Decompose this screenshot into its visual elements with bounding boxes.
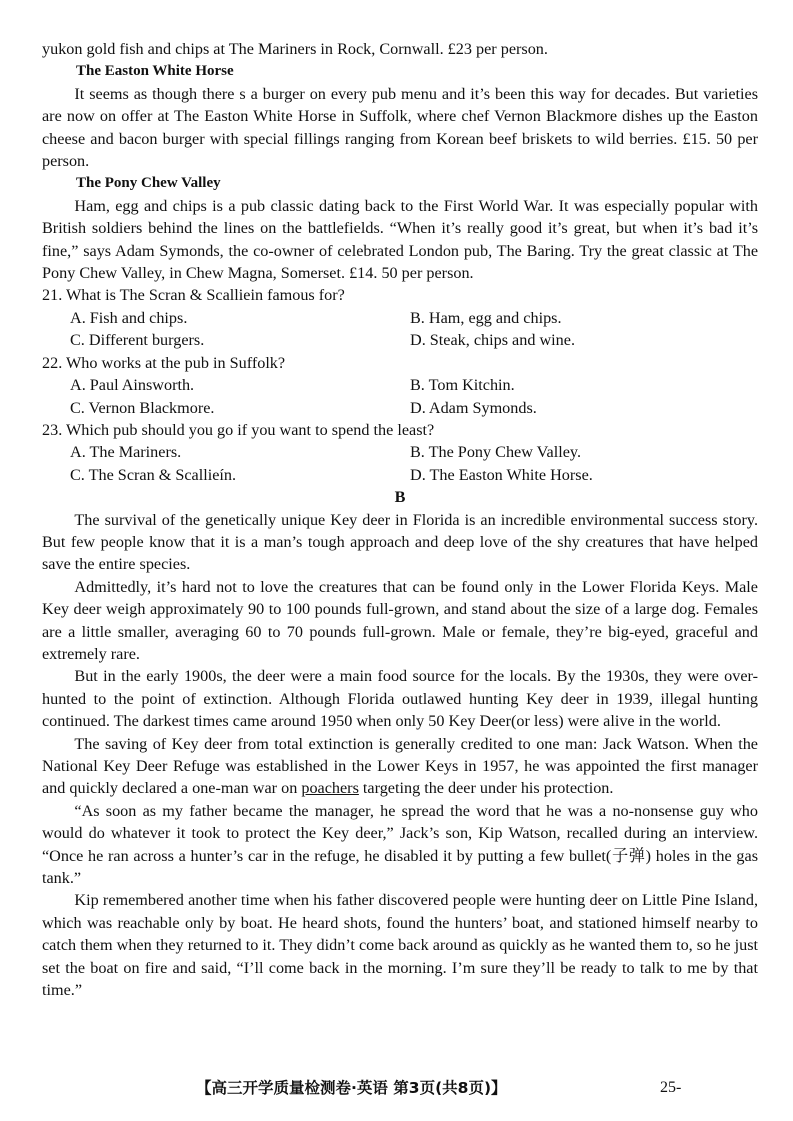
question-21	[42, 284, 758, 351]
p4-text-before: The saving of Key deer from total extinction is generally credited to one man: Jack Watson. When the National Key Deer Refuge was established in the Lower Keys in 1957, he was appointed the first manager and quickly declared a one-man war on	[42, 734, 758, 798]
option-a: A. Fish and chips.	[70, 308, 188, 327]
easton-paragraph: It seems as though there s a burger on every pub menu and it’s been this way for decades. But varieties are now on offer at The Easton White Horse in Suffolk, where chef Vernon Blackmore dishes up the Easton cheese and bacon burger with special fillings ranging from Korean beef briskets to wild berries. £15. 50 per person.	[42, 84, 758, 171]
option-d: D. Adam Symonds.	[410, 398, 537, 417]
pony-paragraph: Ham, egg and chips is a pub classic dating back to the First World War. It was especially popular with British soldiers behind the lines on the battlefields. “When it’s really good it’s great, but when it’s bad it’s fine,” says Adam Symonds, the co-owner of celebrated London pub, The Baring. Try the great classic at The Pony Chew Valley, in Chew Magna, Somerset. £14. 50 per person.	[42, 196, 758, 283]
question-22	[42, 352, 758, 419]
passage-a-intro-line: yukon gold fish and chips at The Mariners in Rock, Cornwall. £23 per person.	[42, 40, 548, 58]
question-options	[42, 307, 758, 352]
passage-b-paragraph-3: But in the early 1900s, the deer were a main food source for the locals. By the 1930s, they were over-hunted to the point of extinction. Although Florida outlawed hunting Key deer in 1939, illegal hunting continued. The darkest times came around 1950 when only 50 Key Deer(or less) were alive in the world.	[42, 667, 758, 731]
page-footer	[0, 1077, 793, 1101]
pony-heading: The Pony Chew Valley	[76, 175, 221, 192]
passage-b-paragraph-6: Kip remembered another time when his father discovered people were hunting deer on Little Pine Island, which was reachable only by boat. He heard shots, found the hunters’ boat, and stationed himself nearby to catch them when they returned to it. They didn’t come back around as quickly as he wanted them to, so he just set the boat on fire and said, “I’ll come back in the morning. I’m sure they’ll be ready to talk to me by that time.”	[42, 891, 758, 1000]
passage-b-paragraph-5: “As soon as my father became the manager, he spread the word that he was a no-nonsense guy who would do whatever it took to protect the Key deer,” Jack’s son, Kip Watson, recalled during an interview. “Once he ran across a hunter’s car in the refuge, he disabled it by putting a few bullet(子弹) holes in the gas tank.”	[42, 801, 758, 888]
content-area	[42, 38, 758, 1001]
question-options	[42, 374, 758, 419]
option-d: D. The Easton White Horse.	[410, 465, 593, 484]
passage-b-paragraph-2: Admittedly, it’s hard not to love the creatures that can be found only in the Lower Florida Keys. Male Key deer weigh approximately 90 to 100 pounds full-grown, and stand about the size of a large dog. Females are a little smaller, averaging 60 to 70 pounds full-grown. Male or female, they’re big-eyed, graceful and extremely rare.	[42, 577, 758, 663]
question-stem: 22. Who works at the pub in Suffolk?	[42, 353, 286, 372]
option-b: B. Tom Kitchin.	[410, 376, 515, 395]
question-23	[42, 419, 758, 486]
passage-b-paragraph-1: The survival of the genetically unique Key deer in Florida is an incredible environmental success story. But few people know that it is a man’s tough approach and deep love of the shy creatures that have helped save the entire species.	[42, 510, 758, 574]
option-c: C. The Scran & Scallieín.	[70, 465, 237, 484]
question-stem: 21. What is The Scran & Scalliein famous for?	[42, 286, 345, 305]
underlined-word-poachers: poachers	[301, 779, 359, 798]
option-b: B. Ham, egg and chips.	[410, 308, 562, 327]
passage-b-paragraph-4	[42, 733, 758, 800]
section-b-label: B	[394, 488, 406, 507]
option-c: C. Different burgers.	[70, 331, 205, 350]
option-b: B. The Pony Chew Valley.	[410, 443, 582, 462]
option-d: D. Steak, chips and wine.	[410, 331, 575, 350]
question-stem: 23. Which pub should you go if you want to spend the least?	[42, 420, 435, 439]
question-options	[42, 441, 758, 486]
option-a: A. Paul Ainsworth.	[70, 376, 195, 395]
easton-heading: The Easton White Horse	[76, 63, 234, 80]
p4-text-after: targeting the deer under his protection.	[358, 779, 614, 798]
footer-page-code: 25-	[660, 1079, 682, 1096]
option-a: A. The Mariners.	[70, 443, 182, 462]
option-c: C. Vernon Blackmore.	[70, 398, 215, 417]
footer-title: 【高三开学质量检测卷·英语 第3页(共8页)】	[196, 1079, 507, 1097]
